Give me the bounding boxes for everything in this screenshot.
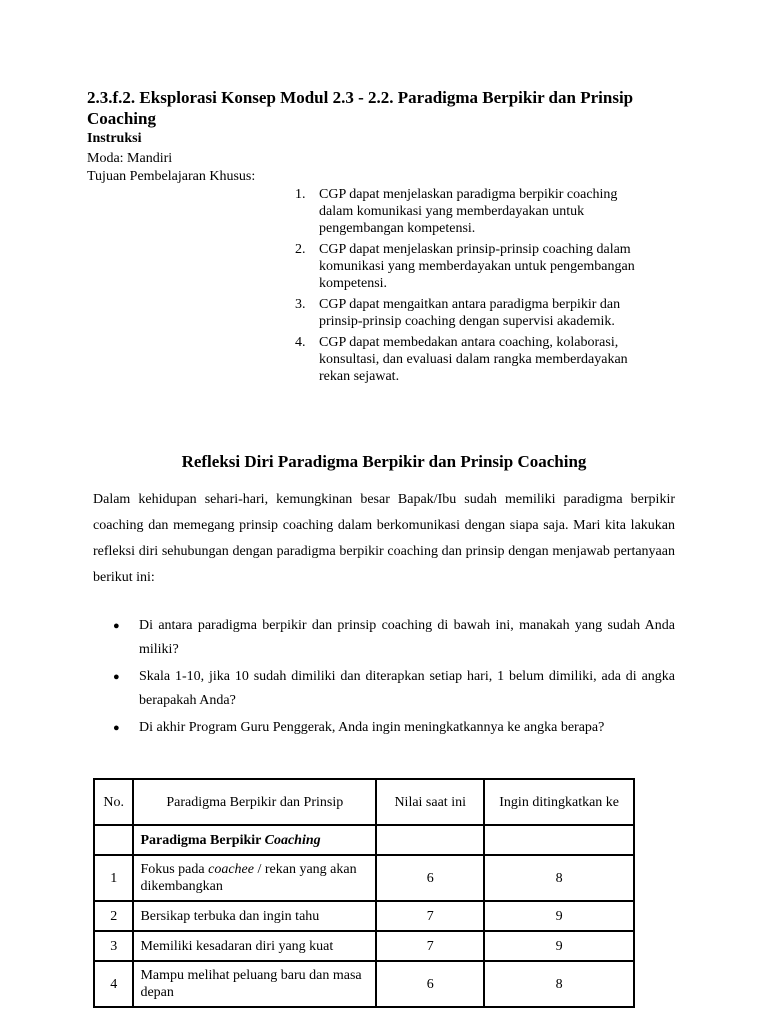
row-nilai: 7 [376, 901, 484, 931]
row-ingin: 9 [484, 931, 634, 961]
header-nilai: Nilai saat ini [376, 779, 484, 825]
goal-item [295, 241, 645, 292]
row-paradigma [133, 855, 376, 901]
row-paradigma: Memiliki kesadaran diri yang kuat [133, 931, 376, 961]
row-nilai: 6 [376, 855, 484, 901]
goal-number: 2. [295, 242, 306, 257]
table-row [94, 855, 634, 901]
table-row [94, 901, 634, 931]
bullet-icon: ● [113, 722, 120, 734]
reflection-table [93, 778, 635, 1008]
question-item [93, 716, 675, 740]
section-label-cell [133, 825, 376, 855]
section-title: Refleksi Diri Paradigma Berpikir dan Prinsip Coaching [181, 452, 587, 471]
question-text: Di akhir Program Guru Penggerak, Anda ingin meningkatkannya ke angka berapa? [139, 720, 605, 735]
goal-number: 3. [295, 297, 306, 312]
goal-text: CGP dapat mengaitkan antara paradigma berpikir dan prinsip-prinsip coaching dengan supervisi akademik. [319, 297, 621, 329]
row-number: 1 [94, 855, 133, 901]
table-row [94, 931, 634, 961]
bullet-icon: ● [113, 620, 120, 632]
question-text: Skala 1-10, jika 10 sudah dimiliki dan diterapkan setiap hari, 1 belum dimiliki, ada di angka berapakah Anda? [139, 669, 675, 708]
row-ingin: 9 [484, 901, 634, 931]
goal-number: 4. [295, 335, 306, 350]
row-paradigma: Mampu melihat peluang baru dan masa depan [133, 961, 376, 1007]
row-nilai: 7 [376, 931, 484, 961]
goal-number: 1. [295, 187, 306, 202]
question-text: Di antara paradigma berpikir dan prinsip coaching di bawah ini, manakah yang sudah Anda miliki? [139, 618, 675, 657]
header-paradigma: Paradigma Berpikir dan Prinsip [133, 779, 376, 825]
row-paradigma: Bersikap terbuka dan ingin tahu [133, 901, 376, 931]
goal-text: CGP dapat membedakan antara coaching, kolaborasi, konsultasi, dan evaluasi dalam rangka memberdayakan rekan sejawat. [319, 335, 628, 384]
question-list [93, 614, 675, 743]
table-row [94, 961, 634, 1007]
question-item [93, 665, 675, 713]
table-header-row [94, 779, 634, 825]
document-title: 2.3.f.2. Eksplorasi Konsep Modul 2.3 - 2.2. Paradigma Berpikir dan Prinsip Coaching [87, 88, 634, 128]
moda-line: Moda: Mandiri [87, 151, 173, 166]
goal-item [295, 334, 645, 385]
row-number: 3 [94, 931, 133, 961]
tujuan-line: Tujuan Pembelajaran Khusus: [87, 169, 256, 184]
row-text-rest: / rekan yang akan dikembangkan [140, 862, 357, 894]
row-nilai: 6 [376, 961, 484, 1007]
intro-paragraph: Dalam kehidupan sehari-hari, kemungkinan besar Bapak/Ibu sudah memiliki paradigma berpikir coaching dan memegang prinsip coaching dalam berkomunikasi dengan siapa saja. Mari kita lakukan refleksi diri sehubungan dengan paradigma berpikir coaching dan prinsip dengan menjawab pertanyaan berikut ini: [93, 492, 675, 585]
table-section-row [94, 825, 634, 855]
question-item [93, 614, 675, 662]
header-ingin: Ingin ditingkatkan ke [484, 779, 634, 825]
row-number: 4 [94, 961, 133, 1007]
learning-goals-list [295, 186, 645, 389]
section-empty-cell [484, 825, 634, 855]
header-no: No. [94, 779, 133, 825]
row-ingin: 8 [484, 855, 634, 901]
bullet-icon: ● [113, 671, 120, 683]
row-number: 2 [94, 901, 133, 931]
goal-text: CGP dapat menjelaskan paradigma berpikir coaching dalam komunikasi yang memberdayakan untuk pengembangan kompetensi. [319, 187, 618, 236]
section-empty-cell [376, 825, 484, 855]
goal-item [295, 186, 645, 237]
section-label-italic: Coaching [264, 832, 321, 848]
section-label: Paradigma Berpikir [140, 832, 265, 848]
goal-item [295, 296, 645, 330]
row-ingin: 8 [484, 961, 634, 1007]
instruksi-heading: Instruksi [87, 131, 142, 146]
section-empty-cell [94, 825, 133, 855]
row-text-italic: coachee [208, 862, 254, 877]
goal-text: CGP dapat menjelaskan prinsip-prinsip coaching dalam komunikasi yang memberdayakan untuk pengembangan kompetensi. [319, 242, 635, 291]
row-text: Fokus pada [140, 862, 209, 877]
